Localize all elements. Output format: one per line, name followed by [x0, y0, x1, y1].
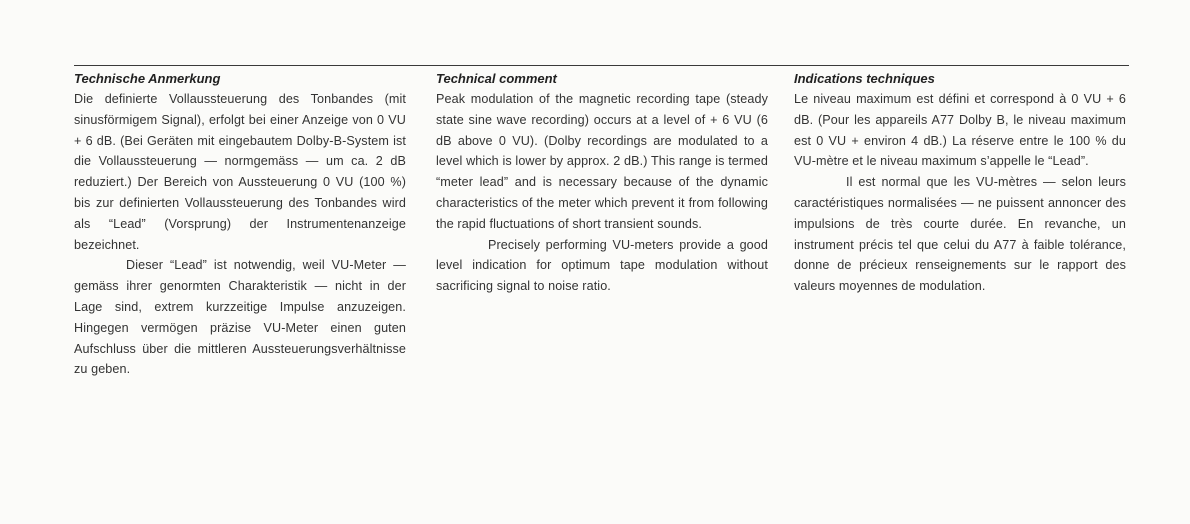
french-heading: Indications techniques	[794, 71, 935, 86]
english-heading: Technical comment	[436, 71, 557, 86]
german-heading: Technische Anmerkung	[74, 71, 221, 86]
english-paragraph-2: Precisely performing VU-meters provide a good level indication for optimum tape modulation without sacrificing signal to noise ratio.	[436, 237, 768, 294]
top-rule	[74, 65, 1129, 66]
french-paragraph-2: Il est normal que les VU-mètres — selon leurs caractéristiques normalisées — ne puissent annoncer des impulsions de très courte durée. En revanche, un instrument précis tel que celui du A77 à faible tolérance, donne de précieux renseignements sur le rapport des valeurs moyennes de modulation.	[794, 175, 1126, 294]
german-paragraph-2: Dieser “Lead” ist notwendig, weil VU-Meter — gemäss ihrer genormten Charakteristik — nicht in der Lage sind, extrem kurzzeitige Impulse anzuzeigen. Hingegen vermögen präzise VU-Meter einen guten Aufschluss über die mittleren Aussteuerungsverhältnisse zu geben.	[74, 258, 406, 377]
french-column	[794, 69, 1126, 297]
german-paragraph-1: Die definierte Vollaussteuerung des Tonbandes (mit sinusförmigem Signal), erfolgt bei einer Anzeige von 0 VU + 6 dB. (Bei Geräten mit eingebautem Dolby-B-System ist die Vollaussteuerung — normgemäss — um ca. 2 dB reduziert.) Der Bereich von Aussteuerung 0 VU (100 %) bis zur definierten Vollaussteuerung des Tonbandes wird als “Lead” (Vorsprung) der Instrumentenanzeige bezeichnet.	[74, 92, 406, 252]
french-paragraph-1: Le niveau maximum est défini et correspond à 0 VU + 6 dB. (Pour les appareils A77 Dolby B, le niveau maximum est 0 VU + environ 4 dB.) La réserve entre le 100 % du VU-mètre et le niveau maximum s’appelle le “Lead”.	[794, 92, 1126, 169]
english-column	[436, 69, 768, 297]
german-column	[74, 69, 406, 380]
english-paragraph-1: Peak modulation of the magnetic recording tape (steady state sine wave recording) occurs at a level of + 6 VU (6 dB above 0 VU). (Dolby recordings are modulated to a level which is lower by approx. 2 dB.) This range is termed “meter lead” and is necessary because of the dynamic characteristics of the meter which prevent it from following the rapid fluctuations of short transient sounds.	[436, 92, 768, 231]
